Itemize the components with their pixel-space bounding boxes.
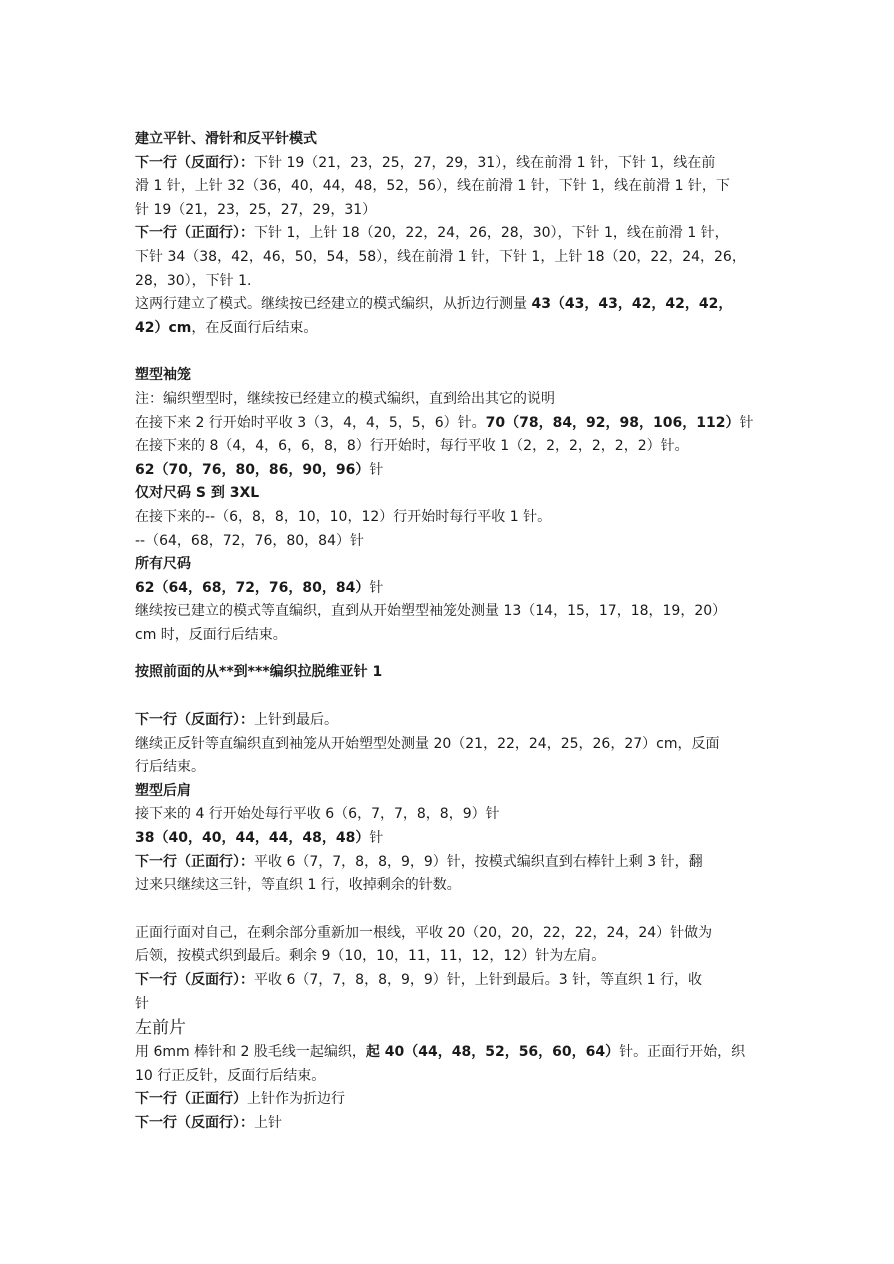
- instruction-line: 接下来的 4 行开始处每行平收 6（6，7，7，8，8，9）针: [135, 806, 500, 823]
- row-instruction: [135, 969, 765, 993]
- subheading: 仅对尺码 S 到 3XL: [135, 485, 260, 502]
- stitch-count-line: [135, 459, 765, 483]
- instruction-text: 针。正面行开始，织: [619, 1044, 746, 1061]
- row-instruction: [135, 1112, 765, 1136]
- pattern-note-cont: [135, 317, 765, 341]
- pattern-note: [135, 293, 765, 317]
- measurement: 43（43，43，42，42，42，: [531, 296, 733, 313]
- row-text-cont: 过来只继续这三针，等直织 1 行，收掉剩余的针数。: [135, 877, 461, 894]
- row-label: 下一行（正面行）: [135, 1091, 247, 1108]
- row-label: 下一行（反面行）：: [135, 712, 254, 729]
- row-text-cont: 28，30），下针 1.: [135, 272, 252, 289]
- row-text: 平收 6（7，7，8，8，9，9）针，按模式编织直到右棒针上剩 3 针，翻: [254, 853, 703, 870]
- stitch-count: 38（40，40，44，44，48，48）: [135, 830, 370, 847]
- document-page: [135, 128, 765, 1136]
- paragraph-line: 后领，按模式织到最后。剩余 9（10，10，11，11，12，12）针为左肩。: [135, 948, 606, 965]
- instruction-text: 在接下来 2 行开始时平收 3（3，4，4，5，5，6）针。: [135, 414, 486, 431]
- row-text-cont: 针 19（21，23，25，27，29，31）: [135, 201, 377, 218]
- measurement: 42）cm: [135, 319, 192, 336]
- instruction-line: 在接下来的--（6，8，8，10，10，12）行开始时每行平收 1 针。: [135, 508, 552, 525]
- row-instruction: [135, 709, 765, 733]
- instruction-line: 继续正反针等直编织直到袖笼从开始塑型处测量 20（21，22，24，25，26，27）cm，反面: [135, 735, 720, 752]
- instruction-line: 继续按已建立的模式等直编织，直到从开始塑型袖笼处测量 13（14，15，17，18，19，20）: [135, 603, 727, 620]
- instruction-line: [135, 412, 765, 436]
- instruction-line: 行后结束。: [135, 759, 205, 776]
- section-title: 按照前面的从**到***编织拉脱维亚针 1: [135, 664, 383, 681]
- row-text: 上针作为折边行: [247, 1091, 345, 1108]
- row-label: 下一行（正面行）：: [135, 853, 254, 870]
- section-title: 左前片: [135, 1018, 186, 1039]
- subheading: 所有尺码: [135, 556, 191, 573]
- note-line: 注：编织塑型时，继续按已经建立的模式编织，直到给出其它的说明: [135, 390, 555, 407]
- row-instruction: [135, 152, 765, 176]
- paragraph-line: 正面行面对自己，在剩余部分重新加一根线，平收 20（20，20，22，22，24，24）针做为: [135, 924, 713, 941]
- row-text-cont: 滑 1 针，上针 32（36，40，44，48，52，56），线在前滑 1 针，下针 1，线在前滑 1 针，下: [135, 178, 730, 195]
- row-label: 下一行（反面行）：: [135, 1114, 254, 1131]
- section-title: 塑型后肩: [135, 782, 191, 799]
- row-text-cont: 下针 34（38，42，46，50，54，58），线在前滑 1 针，下针 1，上针 18（20，22，24，26，: [135, 248, 746, 265]
- row-instruction: [135, 222, 765, 246]
- row-text: 上针到最后。: [254, 712, 338, 729]
- row-text-cont: 针: [135, 995, 149, 1012]
- section-title: 建立平针、滑针和反平针模式: [135, 131, 317, 147]
- stitch-count: 62（70，76，80，86，90，96）: [135, 461, 370, 478]
- stitch-count: 70（78，84，92，98，106，112）: [485, 414, 740, 431]
- stitch-count-line: [135, 577, 765, 601]
- instruction-line: [135, 1041, 765, 1065]
- row-text: 下针 19（21，23，25，27，29，31），线在前滑 1 针，下针 1，线在前: [254, 154, 716, 171]
- row-label: 下一行（正面行）：: [135, 225, 254, 242]
- instruction-line: --（64，68，72，76，80，84）针: [135, 532, 364, 549]
- instruction-text: 针: [369, 830, 384, 847]
- instruction-line: 在接下来的 8（4，4，6，6，8，8）行开始时，每行平收 1（2，2，2，2，2，2）针。: [135, 438, 689, 455]
- row-label: 下一行（反面行）：: [135, 154, 254, 171]
- note-text: ，在反面行后结束。: [191, 319, 318, 336]
- row-instruction: [135, 851, 765, 875]
- instruction-text: 针: [369, 461, 384, 478]
- row-label: 下一行（反面行）：: [135, 972, 254, 988]
- instruction-line: 10 行正反针，反面行后结束。: [135, 1067, 326, 1084]
- cast-on-count: 起 40（44，48，52，56，60，64）: [365, 1044, 620, 1061]
- stitch-count-line: [135, 827, 765, 851]
- section-title: 塑型袖笼: [135, 367, 191, 384]
- instruction-text: 针: [739, 414, 754, 431]
- instruction-text: 用 6mm 棒针和 2 股毛线一起编织，: [135, 1044, 366, 1061]
- row-text: 平收 6（7，7，8，8，9，9）针，上针到最后。3 针，等直织 1 行，收: [254, 972, 702, 988]
- row-text: 上针: [254, 1114, 282, 1131]
- row-text: 下针 1，上针 18（20，22，24，26，28，30），下针 1，线在前滑 1 针，: [254, 225, 729, 242]
- instruction-line: cm 时，反面行后结束。: [135, 626, 287, 643]
- stitch-count: 62（64，68，72，76，80，84）: [135, 579, 370, 596]
- instruction-text: 针: [369, 579, 384, 596]
- note-text: 这两行建立了模式。继续按已经建立的模式编织，从折边行测量: [135, 296, 532, 313]
- row-instruction: [135, 1088, 765, 1112]
